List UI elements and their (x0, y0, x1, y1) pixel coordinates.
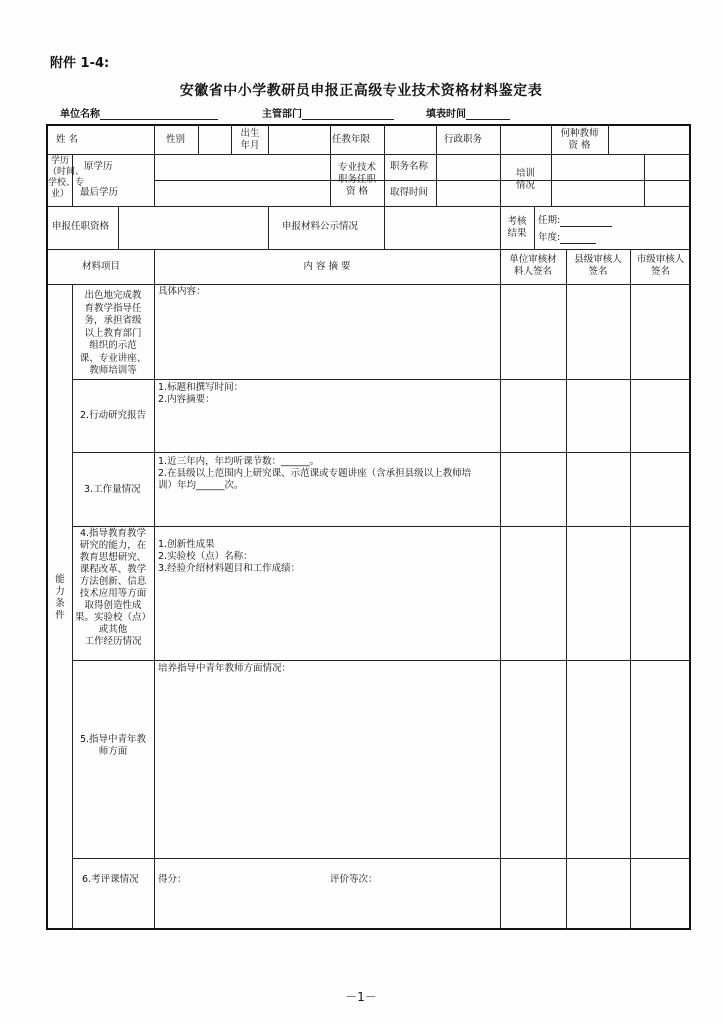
original-degree-label: 原学历 (84, 161, 113, 172)
apply-qualification-label: 申报任职资格 (52, 221, 110, 232)
evaluation-grade-label: 评价等次： (330, 874, 378, 885)
year-label: 年度: (538, 232, 596, 244)
latest-degree-label: 最后学历 (80, 187, 119, 198)
attachment-label: 附件 1-4: (50, 56, 110, 71)
unit-name-label: 单位名称 (60, 105, 218, 120)
gender-label: 性别 (166, 134, 186, 145)
section-3-content: 1.近三年内，年均听课节数：______。 2.在县级以上范围内上研究课、示范课或专题讲座（含承担县级以上教师培 训）年均______次。 (158, 456, 472, 491)
post-label: 行政职务 (444, 134, 483, 145)
professional-title-label: 专业技术 职务任职 资 格 (337, 162, 376, 197)
publicity-label: 申报材料公示情况 (282, 221, 359, 232)
section-2-item: 2.行动研究报告 (80, 410, 147, 421)
page-number: －1－ (345, 990, 377, 1004)
section-5-item: 5.指导中青年教 师方面 (79, 734, 147, 757)
years-label: 任教年限 (332, 134, 371, 145)
column-county-sign: 县级审核人 签名 (574, 254, 622, 277)
form-table (46, 124, 691, 930)
form-title: 安徽省中小学教研员申报正高级专业技术资格材料鉴定表 (179, 83, 543, 99)
section-6-item: 6.考评课情况 (82, 874, 139, 885)
obtain-time-label: 取得时间 (390, 187, 429, 198)
section-3-item: 3.工作量情况 (84, 484, 141, 495)
date-label: 填表时间 (426, 105, 510, 120)
education-label: 学历 （时间、 学校、专 业） (48, 156, 85, 199)
training-label: 培训 情况 (515, 168, 535, 191)
name-label: 姓 名 (56, 134, 79, 145)
ability-side-label: 能 力 条 件 (55, 574, 65, 621)
section-4-content: 1.创新性成果 2.实验校（点）名称： 3.经验介绍材料题目和工作成绩： (158, 539, 301, 574)
section-4-item: 4.指导教育教学 研究的能力，在 教育思想研究、 课程改革、教学 方法创新、信息 技术应用等方面 取得创造性成 果。实验校（点） 或其他 工作经历情况 (74, 528, 151, 647)
qualification-label: 何种教师 资 格 (560, 128, 599, 151)
column-city-sign: 市级审核人 签名 (636, 254, 685, 277)
section-1-item: 出色地完成教 育教学指导任 务，承担省级 以上教育部门 组织的示范 课、专业讲座、 教师培训等 (79, 290, 147, 376)
column-unit-sign: 单位审核材 料人签名 (509, 254, 557, 277)
column-item: 材料项目 (81, 261, 120, 272)
section-1-content: 具体内容： (158, 286, 206, 297)
section-2-content: 1.标题和撰写时间： 2.内容摘要： (158, 382, 244, 405)
score-label: 得分： (158, 874, 187, 885)
column-summary: 内 容 摘 要 (303, 261, 351, 272)
section-5-content: 培养指导中青年教师方面情况： (158, 663, 292, 674)
dob-label: 出生 年月 (240, 128, 260, 151)
assessment-label: 考核 结果 (507, 216, 527, 239)
dept-label: 主管部门 (262, 105, 394, 120)
title-name-label: 职务名称 (390, 161, 429, 172)
term-label: 任期: (538, 215, 612, 227)
